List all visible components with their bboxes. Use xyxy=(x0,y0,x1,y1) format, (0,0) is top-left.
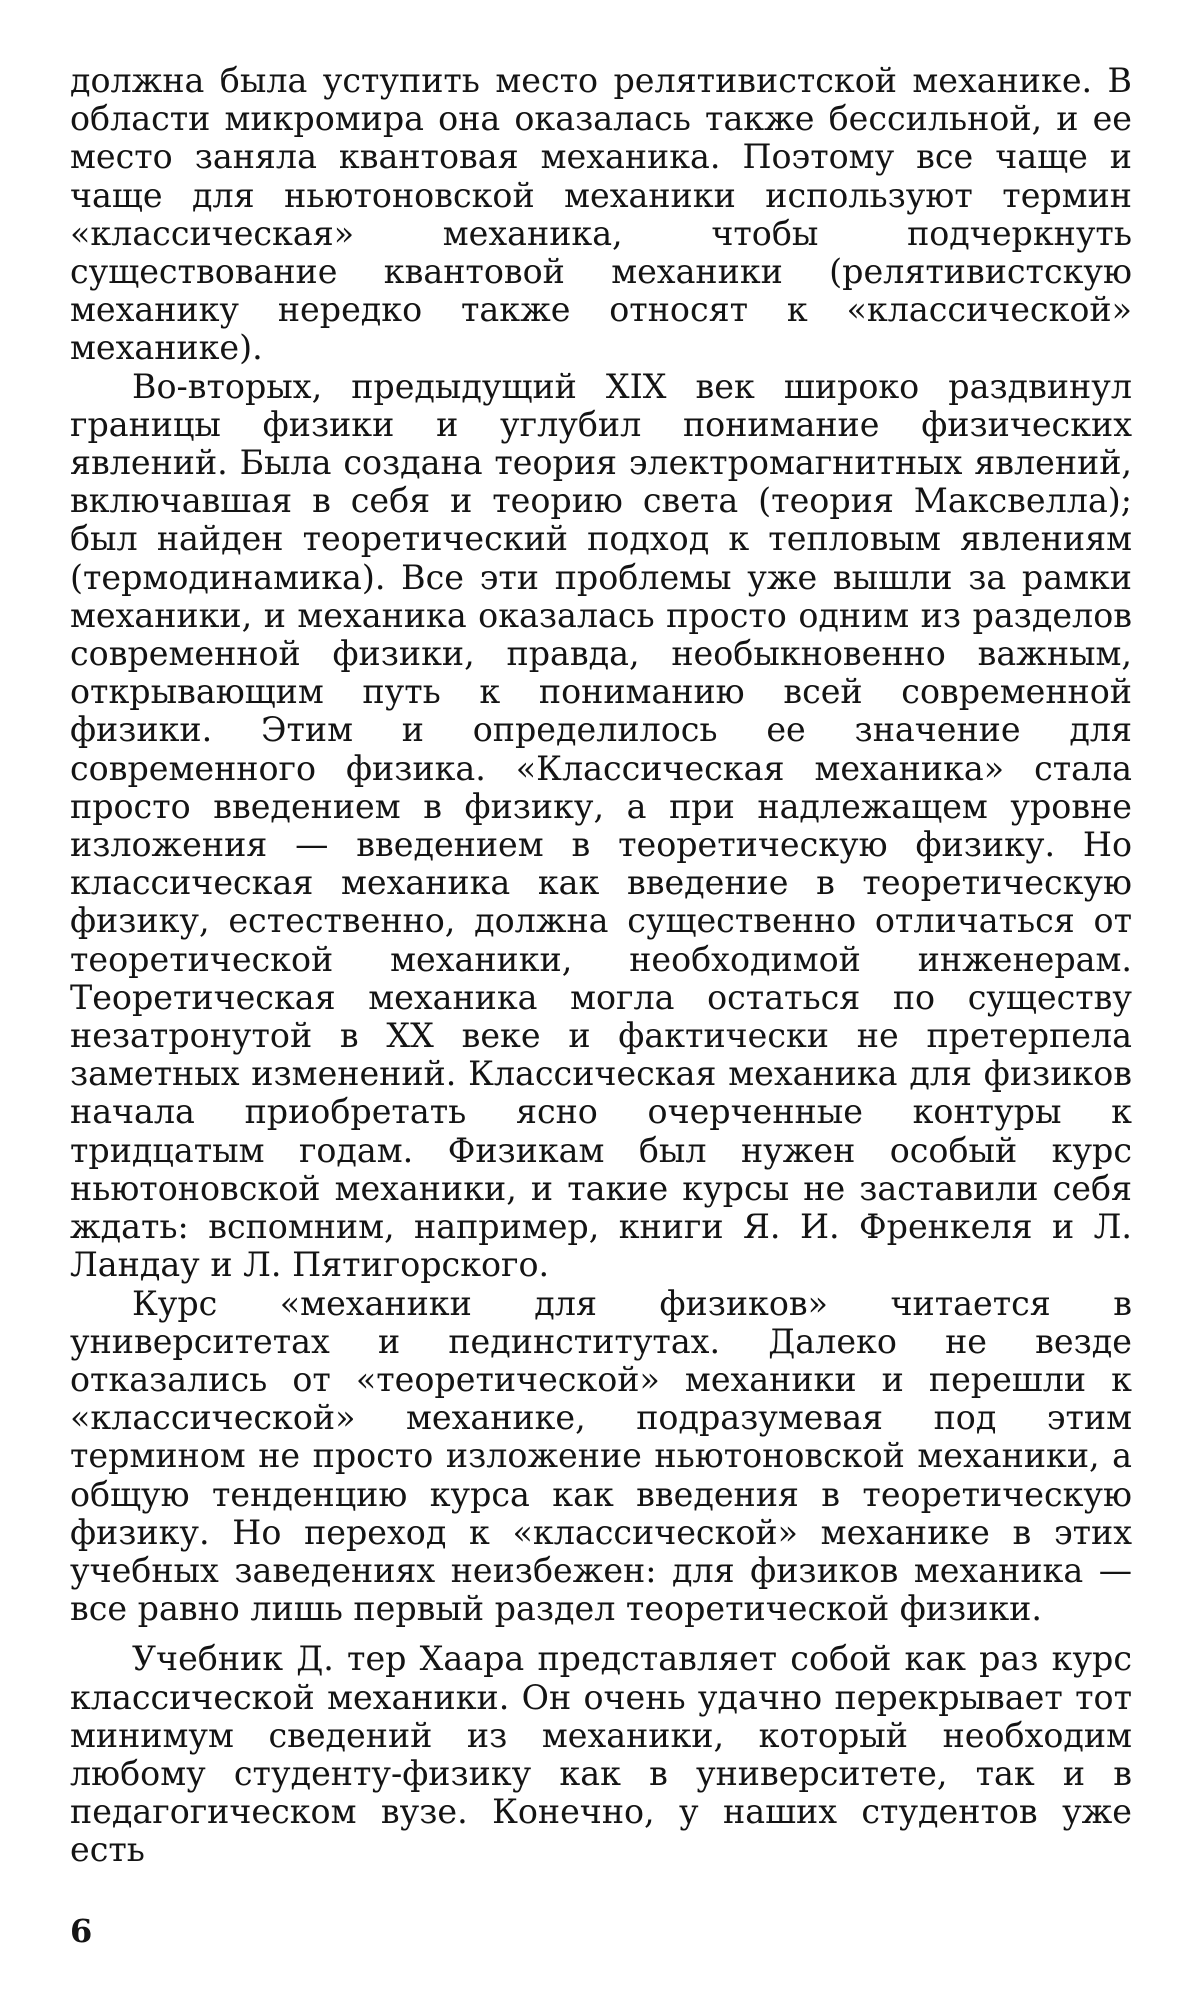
paragraph-2: Во-вторых, предыдущий XIX век широко раздвинул границы физики и углубил понимание физических явлений. Была создана теория электромагнитных явлений, включавшая в себя и теорию света (теория Максвелла); был найден теоретический подход к тепловым явлениям (термодинамика). Все эти проблемы уже вышли за рамки механики, и механика оказалась просто одним из разделов современной физики, правда, необыкновенно важным, открывающим путь к пониманию всей современной физики. Этим и определилось ее значение для современного физика. «Классическая механика» стала просто введением в физику, а при надлежащем уровне изложения — введением в теоретическую физику. Но классическая механика как введение в теоретическую физику, естественно, должна существенно отличаться от теоретической механики, необходимой инженерам. Теоретическая механика могла остаться по существу незатронутой в XX веке и фактически не претерпела заметных изменений. Классическая механика для физиков начала приобретать ясно очерченные контуры к тридцатым годам. Физикам был нужен особый курс ньютоновской механики, и такие курсы не заставили себя ждать: вспомним, например, книги Я. И. Френкеля и Л. Ландау и Л. Пятигорского. xyxy=(70,366,1132,1285)
paragraph-3: Курс «механики для физиков» читается в университетах и пединститутах. Далеко не везде отказались от «теоретической» механики и перешли к «классической» механике, подразумевая под этим термином не просто изложение ньютоновской механики, а общую тенденцию курса как введения в теоретическую физику. Но переход к «классической» механике в этих учебных заведениях неизбежен: для физиков механика — все равно лишь первый раздел теоретической физики. xyxy=(70,1283,1132,1629)
paragraph-4: Учебник Д. тер Хаара представляет собой как раз курс классической механики. Он очень удачно перекрывает тот минимум сведений из механики, который необходим любому студенту-физику как в университете, так и в педагогическом вузе. Конечно, у наших студентов уже есть xyxy=(70,1639,1132,1870)
page-body xyxy=(70,62,1132,1870)
page-number: 6 xyxy=(70,1912,93,1950)
paragraph-1: должна была уступить место релятивистской механике. В области микромира она оказалась также бессильной, и ее место заняла квантовая механика. Поэтому все чаще и чаще для ньютоновской механики используют термин «классическая» механика, чтобы подчеркнуть существование квантовой механики (релятивистскую механику нередко также относят к «классической» механике). xyxy=(70,61,1132,368)
